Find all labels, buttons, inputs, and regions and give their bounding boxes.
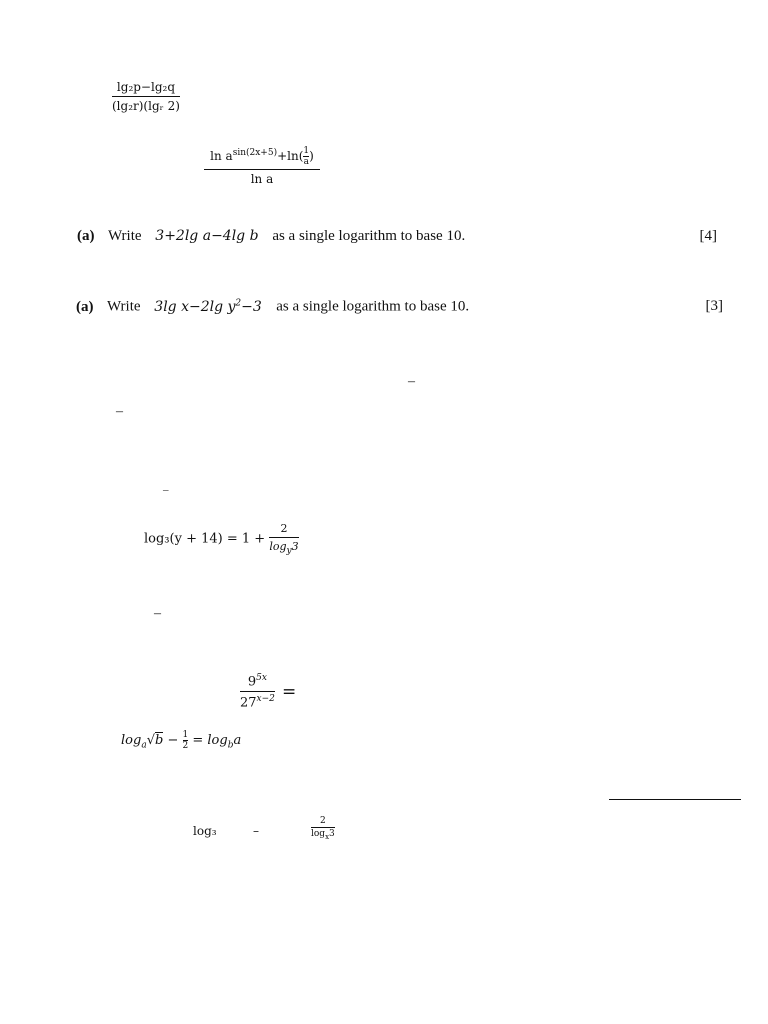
equation-4	[193, 816, 353, 850]
dash-4: –	[154, 606, 161, 621]
q2-marks: [3]	[705, 298, 723, 314]
question-2	[76, 298, 723, 316]
frac2-denominator: ln a	[250, 172, 274, 186]
equation-2	[240, 673, 296, 711]
q2-expression: 3lg x−2lg $y^2-3$	[154, 298, 262, 315]
log-fraction-1	[112, 80, 180, 113]
dash-2: –	[116, 404, 123, 419]
eq4-dash: –	[253, 824, 259, 838]
frac1-denominator: (lg₂r)(lgᵣ 2)	[112, 99, 180, 113]
q1-expression: 3+2lg a−4lg b	[155, 228, 259, 244]
q2-verb: Write	[106, 298, 141, 315]
question-1	[77, 228, 717, 245]
eq2-numerator: $9^{5x}$	[247, 673, 267, 690]
dash-3: –	[163, 484, 169, 496]
eq4-lhs: log₃	[193, 824, 217, 838]
frac2-numerator: $\ln a^{sin(2x+5)}+\ln$( $\frac{1}{a}$ )	[210, 146, 314, 167]
equation-1	[144, 522, 299, 556]
q2-text: as a single logarithm to base 10.	[276, 298, 470, 315]
q1-text: as a single logarithm to base 10.	[272, 228, 466, 244]
frac1-numerator: lg₂p−lg₂q	[116, 80, 175, 94]
eq4-fraction: 2 $\log_x3$	[311, 816, 335, 841]
eq2-denominator: $27^{x-2}$	[240, 694, 275, 711]
frac1-bar	[112, 96, 180, 97]
eq2-equals: =	[282, 681, 297, 702]
equation-3: $\log_a√b$ − $\frac{1}{2}$ = $\log_ba$	[121, 730, 242, 751]
q1-verb: Write	[107, 228, 142, 244]
q2-label: (a)	[76, 298, 94, 315]
answer-line	[609, 799, 741, 800]
frac2-bar	[204, 169, 320, 170]
eq1-lhs: log₃(y + 14) = 1 +	[144, 531, 266, 547]
dash-1: –	[408, 374, 415, 389]
eq1-numerator: 2	[280, 522, 288, 535]
q1-marks: [4]	[699, 228, 717, 244]
q1-label: (a)	[77, 228, 95, 244]
eq1-denominator: $\log_y3$	[269, 540, 299, 557]
ln-fraction-2	[204, 146, 320, 186]
